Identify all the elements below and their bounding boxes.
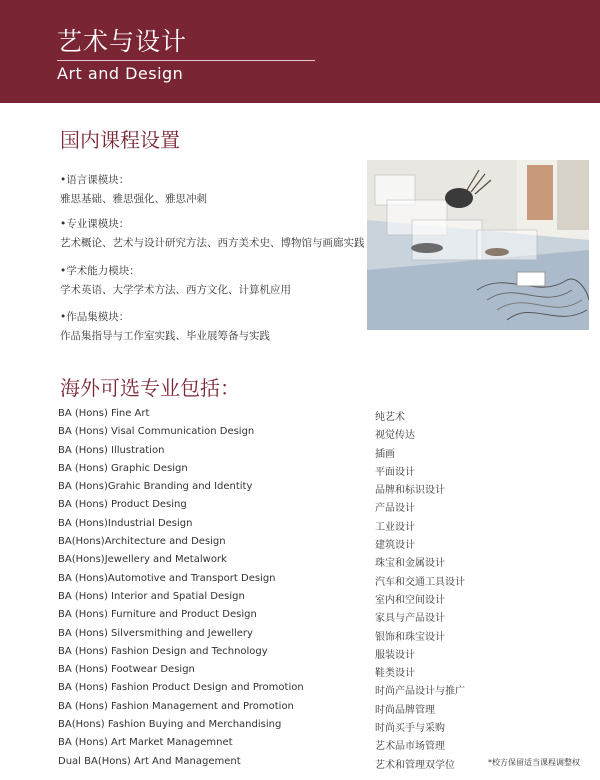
program-en: BA (Hons) Footwear Design [58,664,195,676]
program-en: BA (Hons) Fine Art [58,408,150,419]
program-en: BA (Hons) Graphic Design [58,462,188,474]
program-zh: 建筑设计 [375,540,415,552]
exhibition-photo [367,160,589,330]
program-zh: 插画 [375,448,395,460]
list-item [58,497,598,515]
program-en: BA (Hons)Industrial Design [58,517,193,529]
program-zh: 视觉传达 [375,430,415,442]
program-zh: 珠宝和金属设计 [375,558,445,570]
list-item [58,479,598,497]
program-zh: 室内和空间设计 [375,594,445,606]
program-en: BA (Hons) Fashion Product Design and Promotion [58,682,304,694]
program-zh: 时尚产品设计与推广 [375,686,465,698]
program-en: BA (Hons) Illustration [58,444,165,456]
module-content: 艺术概论、艺术与设计研究方法、西方美术史、博物馆与画廊实践 [60,237,365,249]
module-major [60,216,365,251]
program-zh: 艺术和管理双学位 [375,759,455,771]
program-en: BA(Hons)Jewellery and Metalwork [58,554,227,566]
module-name: •语言课模块： [60,174,130,186]
list-item [58,699,598,717]
program-zh: 服装设计 [375,649,415,661]
program-zh: 品牌和标识设计 [375,485,445,497]
module-content: 学术英语、大学学术方法、西方文化、计算机应用 [60,284,291,296]
program-zh: 时尚品牌管理 [375,704,435,716]
list-item [58,680,598,698]
list-item [58,626,598,644]
list-item [58,607,598,625]
program-en: BA (Hons) Interior and Spatial Design [58,590,245,602]
module-portfolio [60,309,270,344]
program-zh: 家具与产品设计 [375,613,445,625]
list-item [58,406,598,424]
program-en: BA (Hons) Art Market Managemnet [58,737,233,749]
program-en: BA (Hons)Grahic Branding and Identity [58,481,253,493]
program-zh: 时尚买手与采购 [375,723,445,735]
list-item [58,717,598,735]
list-item [58,552,598,570]
program-en: Dual BA(Hons) Art And Management [58,755,241,767]
page-subtitle: Art and Design [57,64,184,83]
program-en: BA (Hons)Automotive and Transport Design [58,572,276,584]
program-en: BA(Hons) Fashion Buying and Merchandising [58,719,282,731]
module-name: •专业课模块： [60,218,130,230]
program-zh: 产品设计 [375,503,415,515]
list-item [58,424,598,442]
program-zh: 汽车和交通工具设计 [375,576,465,588]
program-en: BA (Hons) Furniture and Product Design [58,609,257,621]
title-divider [57,60,315,61]
disclaimer-note: *校方保留适当课程调整权 [488,758,580,767]
list-item [58,662,598,680]
overseas-heading: 海外可选专业包括： [60,376,240,400]
list-item [58,571,598,589]
program-zh: 银饰和珠宝设计 [375,631,445,643]
module-content: 作品集指导与工作室实践、毕业展筹备与实践 [60,330,270,342]
list-item [58,443,598,461]
list-item [58,516,598,534]
module-name: •作品集模块： [60,311,130,323]
program-zh: 艺术品市场管理 [375,741,445,753]
program-zh: 平面设计 [375,466,415,478]
program-en: BA (Hons) Fashion Design and Technology [58,645,268,657]
module-academic [60,263,291,298]
program-zh: 鞋类设计 [375,668,415,680]
program-zh: 纯艺术 [375,412,405,423]
module-language [60,172,207,207]
program-zh: 工业设计 [375,521,415,533]
module-content: 雅思基础、雅思强化、雅思冲刺 [60,193,207,205]
list-item [58,589,598,607]
program-en: BA (Hons) Visal Communication Design [58,426,255,438]
module-name: •学术能力模块： [60,265,140,277]
page-title: 艺术与设计 [57,27,188,56]
program-list [58,406,598,772]
program-en: BA(Hons)Architecture and Design [58,536,226,548]
program-en: BA (Hons) Silversmithing and Jewellery [58,627,253,639]
program-en: BA (Hons) Fashion Management and Promotion [58,700,294,712]
list-item [58,534,598,552]
list-item [58,644,598,662]
domestic-heading: 国内课程设置 [60,128,180,152]
header-banner [0,0,600,103]
list-item [58,735,598,753]
program-en: BA (Hons) Product Desing [58,499,187,511]
list-item [58,461,598,479]
